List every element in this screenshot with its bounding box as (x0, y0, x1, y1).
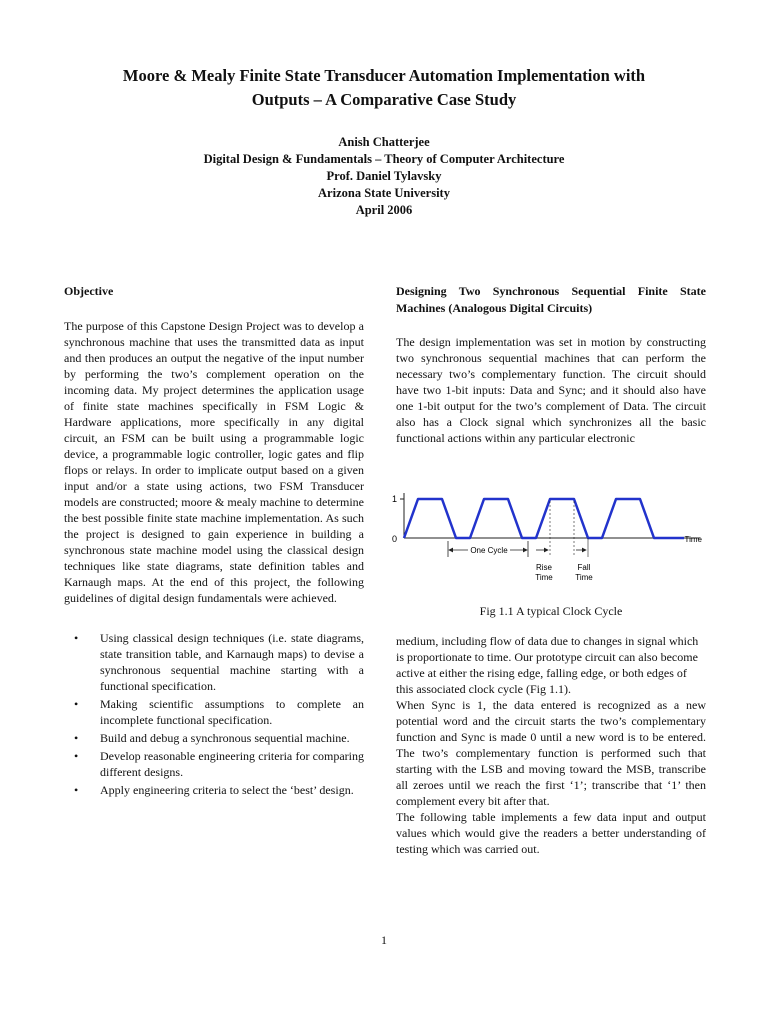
fall-label-1: Fall (577, 563, 591, 572)
objective-heading: Objective (64, 284, 114, 298)
list-item: • Using classical design techniques (i.e. state diagrams, state transition table, and Karnaugh maps) to devise a synchronous sequential machine starting with a functional specification. (86, 630, 364, 694)
course-name: Digital Design & Fundamentals – Theory of Computer Architecture (203, 152, 565, 166)
fall-label-2: Time (575, 573, 593, 582)
design-paragraph-4: The following table implements a few data input and output values which would give the readers a better understanding of testing which was carried out. (396, 810, 706, 856)
rise-label-2: Time (535, 573, 553, 582)
clock-cycle-diagram (384, 491, 704, 591)
one-cycle-label: One Cycle (470, 546, 508, 555)
author-name: Anish Chatterjee (338, 135, 430, 149)
rise-label-1: Rise (535, 563, 553, 572)
guidelines-list (64, 630, 364, 798)
clock-cycle-figure (384, 491, 704, 591)
design-paragraph-3: When Sync is 1, the data entered is recognized as a new potential word and the circuit starts the two’s complementary function and Sync is made 0 until a new word is to be entered. The two’s complementary function is performed such that starting with the LSB and moving toward the MSB, transcribe all zeroes until we reach the first ‘1’; transcribe that ‘1’ then complement every bit after that. (396, 698, 706, 808)
title-line-2: Outputs – A Comparative Case Study (251, 90, 517, 109)
author-block (40, 134, 728, 219)
design-paragraph-2: medium, including flow of data due to changes in signal which is proportionate to time. Our prototype circuit can also become active at either the rising edge, falling edge, or both edges of this associated clock cycle (Fig 1.1). (396, 634, 699, 696)
design-paragraph-1: The design implementation was set in motion by constructing two synchronous sequential machines that can perform the necessary two’s complementary function. The circuit should have two 1-bit inputs: Data and Sync; and it should also have one 1-bit output for the two’s complement of Data. The circuit also has a Clock signal which synchronizes all the basic functional actions within any particular electronic (396, 335, 706, 445)
objective-paragraph: The purpose of this Capstone Design Project was to develop a synchronous machine that uses the transmitted data as input and then produces an output the negative of the input number by performing the two’s complement operation on the incoming data. My project determines the application usage of finite state machines specifically in FSM Logic & Hardware applications, more specifically in any digital circuit, an FSM can be built using a programmable logic device, a programmable logic controller, logic gates and flip flops or relays. In order to implicate output based on a given input and/or a state using actions, two FSM Transducer models are constructed; moore & mealy machine to determine the best possible finite state machine implementation. As such the project is designed to gain experience in building a synchronous state machine model using the classical design techniques like state diagrams, state definition tables and Karnaugh maps. At the end of this project, the following guidelines of digital design fundamentals were achieved. (64, 319, 364, 605)
y-label-high: 1 (392, 494, 398, 504)
list-item: • Making scientific assumptions to complete an incomplete functional specification. (86, 696, 364, 728)
list-item: • Develop reasonable engineering criteria for comparing different designs. (86, 748, 364, 780)
figure-caption: Fig 1.1 A typical Clock Cycle (479, 604, 623, 618)
professor-name: Prof. Daniel Tylavsky (326, 169, 442, 183)
university-name: Arizona State University (318, 186, 450, 200)
y-label-low: 0 (392, 534, 398, 544)
left-column (64, 283, 364, 800)
paper-title (40, 64, 728, 112)
clock-waveform (404, 499, 684, 538)
page-number: 1 (381, 933, 387, 947)
title-line-1: Moore & Mealy Finite State Transducer Automation Implementation with (122, 66, 646, 85)
right-column (392, 283, 706, 857)
design-heading: Designing Two Synchronous Sequential Finite State Machines (Analogous Digital Circuits) (396, 284, 706, 315)
publication-date: April 2006 (355, 203, 413, 217)
time-label: Time (684, 535, 702, 544)
list-item: • Build and debug a synchronous sequential machine. (86, 730, 364, 746)
list-item: • Apply engineering criteria to select the ‘best’ design. (86, 782, 364, 798)
